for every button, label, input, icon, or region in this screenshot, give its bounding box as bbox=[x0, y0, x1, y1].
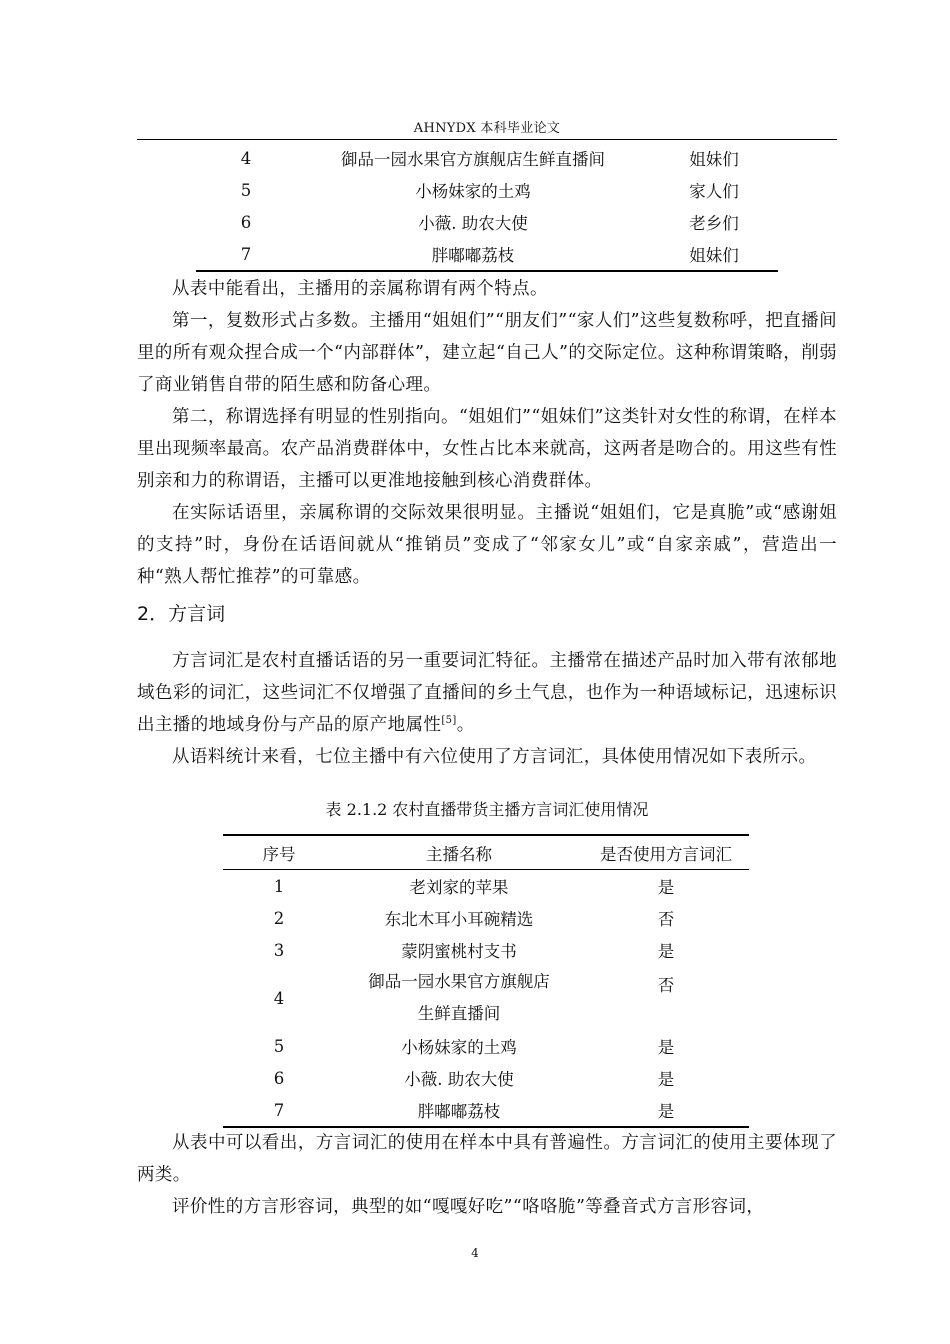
table-row bbox=[196, 174, 778, 206]
dialect-usage: 是 bbox=[657, 1070, 675, 1089]
streamer-name: 蒙阴蜜桃村支书 bbox=[401, 942, 517, 961]
dialect-usage: 否 bbox=[657, 976, 675, 995]
dialect-usage: 是 bbox=[657, 878, 675, 897]
column-header: 主播名称 bbox=[335, 835, 583, 870]
table-row bbox=[223, 966, 749, 1030]
table-header-row bbox=[223, 835, 749, 870]
table-row bbox=[223, 902, 749, 934]
row-number: 3 bbox=[273, 940, 285, 960]
row-number: 7 bbox=[273, 1100, 285, 1120]
kinship-term-table-continued bbox=[196, 142, 778, 272]
column-header: 是否使用方言词汇 bbox=[583, 835, 749, 870]
table-caption: 表 2.1.2 农村直播带货主播方言词汇使用情况 bbox=[325, 800, 649, 819]
body-paragraph: 从语料统计来看，七位主播中有六位使用了方言词汇，具体使用情况如下表所示。 bbox=[172, 747, 817, 767]
row-number: 2 bbox=[273, 908, 285, 928]
body-paragraph: 评价性的方言形容词，典型的如“嘎嘎好吃”“咯咯脆”等叠音式方言形容词， bbox=[172, 1197, 765, 1217]
streamer-name bbox=[335, 966, 583, 1030]
row-number: 6 bbox=[273, 1068, 285, 1088]
kinship-term: 姐妹们 bbox=[689, 246, 739, 265]
streamer-name: 胖嘟嘟荔枝 bbox=[431, 246, 515, 265]
table-row bbox=[223, 934, 749, 966]
row-number: 5 bbox=[240, 180, 252, 200]
body-paragraph: 第二，称谓选择有明显的性别指向。“姐姐们”“姐妹们”这类针对女性的称谓，在样本里出现频率最高。农产品消费群体中，女性占比本来就高，这两者是吻合的。用这些有性别亲和力的称谓语，主播可以更准地接触到核心消费群体。 bbox=[137, 407, 837, 491]
streamer-name: 小杨妹家的土鸡 bbox=[415, 182, 531, 201]
streamer-name: 胖嘟嘟荔枝 bbox=[417, 1102, 501, 1121]
streamer-name: 小薇. 助农大使 bbox=[404, 1070, 514, 1089]
paragraph-text: 方言词汇是农村直播话语的另一重要词汇特征。主播常在描述产品时加入带有浓郁地域色彩的词汇，这些词汇不仅增强了直播间的乡土气息，也作为一种语域标记，迅速标识出主播的地域身份与产品的原产地属性 bbox=[137, 651, 837, 735]
streamer-name-line: 御品一园水果官方旗舰店 bbox=[368, 972, 550, 991]
dialect-usage: 是 bbox=[657, 942, 675, 961]
citation-ref: [5] bbox=[441, 715, 457, 726]
row-number: 4 bbox=[273, 988, 285, 1008]
body-paragraph: 在实际话语里，亲属称谓的交际效果很明显。主播说“姐姐们，它是真脆”或“感谢姐的支持”时，身份在话语间就从“推销员”变成了“邻家女儿”或“自家亲戚”，营造出一种“熟人帮忙推荐”的可靠感。 bbox=[137, 503, 837, 587]
row-number: 4 bbox=[240, 148, 252, 168]
header-rule bbox=[137, 139, 837, 140]
dialect-usage-table bbox=[223, 834, 749, 1128]
row-number: 5 bbox=[273, 1036, 285, 1056]
row-number: 7 bbox=[240, 244, 252, 264]
table-row bbox=[223, 1030, 749, 1062]
section-heading: 2．方言词 bbox=[137, 603, 226, 625]
streamer-name-line: 生鲜直播间 bbox=[417, 1004, 501, 1023]
row-number: 1 bbox=[273, 876, 285, 896]
page-number: 4 bbox=[471, 1246, 479, 1260]
streamer-name: 小薇. 助农大使 bbox=[418, 214, 528, 233]
dialect-usage: 是 bbox=[657, 1102, 675, 1121]
table-row bbox=[196, 238, 778, 271]
streamer-name: 小杨妹家的土鸡 bbox=[401, 1038, 517, 1057]
table-row bbox=[223, 870, 749, 903]
table-row bbox=[196, 142, 778, 174]
kinship-term: 家人们 bbox=[689, 182, 739, 201]
streamer-name: 东北木耳小耳碗精选 bbox=[384, 910, 534, 929]
table-row bbox=[223, 1062, 749, 1094]
streamer-name: 御品一园水果官方旗舰店生鲜直播间 bbox=[341, 150, 605, 169]
streamer-name: 老刘家的苹果 bbox=[409, 878, 509, 897]
table-row bbox=[196, 206, 778, 238]
paragraph-end: 。 bbox=[456, 715, 475, 735]
body-paragraph: 从表中能看出，主播用的亲属称谓有两个特点。 bbox=[172, 279, 548, 299]
column-header: 序号 bbox=[223, 835, 335, 870]
body-paragraph: 第一，复数形式占多数。主播用“姐姐们”“朋友们”“家人们”这些复数称呼，把直播间里的所有观众捏合成一个“内部群体”，建立起“自己人”的交际定位。这种称谓策略，削弱了商业销售自带的陌生感和防备心理。 bbox=[137, 311, 837, 395]
row-number: 6 bbox=[240, 212, 252, 232]
body-paragraph bbox=[137, 645, 837, 741]
dialect-usage: 是 bbox=[657, 1038, 675, 1057]
body-paragraph: 从表中可以看出，方言词汇的使用在样本中具有普遍性。方言词汇的使用主要体现了两类。 bbox=[137, 1133, 837, 1185]
kinship-term: 姐妹们 bbox=[689, 150, 739, 169]
dialect-usage: 否 bbox=[657, 910, 675, 929]
table-row bbox=[223, 1094, 749, 1127]
running-header: AHNYDX 本科毕业论文 bbox=[413, 121, 561, 136]
kinship-term: 老乡们 bbox=[689, 214, 739, 233]
